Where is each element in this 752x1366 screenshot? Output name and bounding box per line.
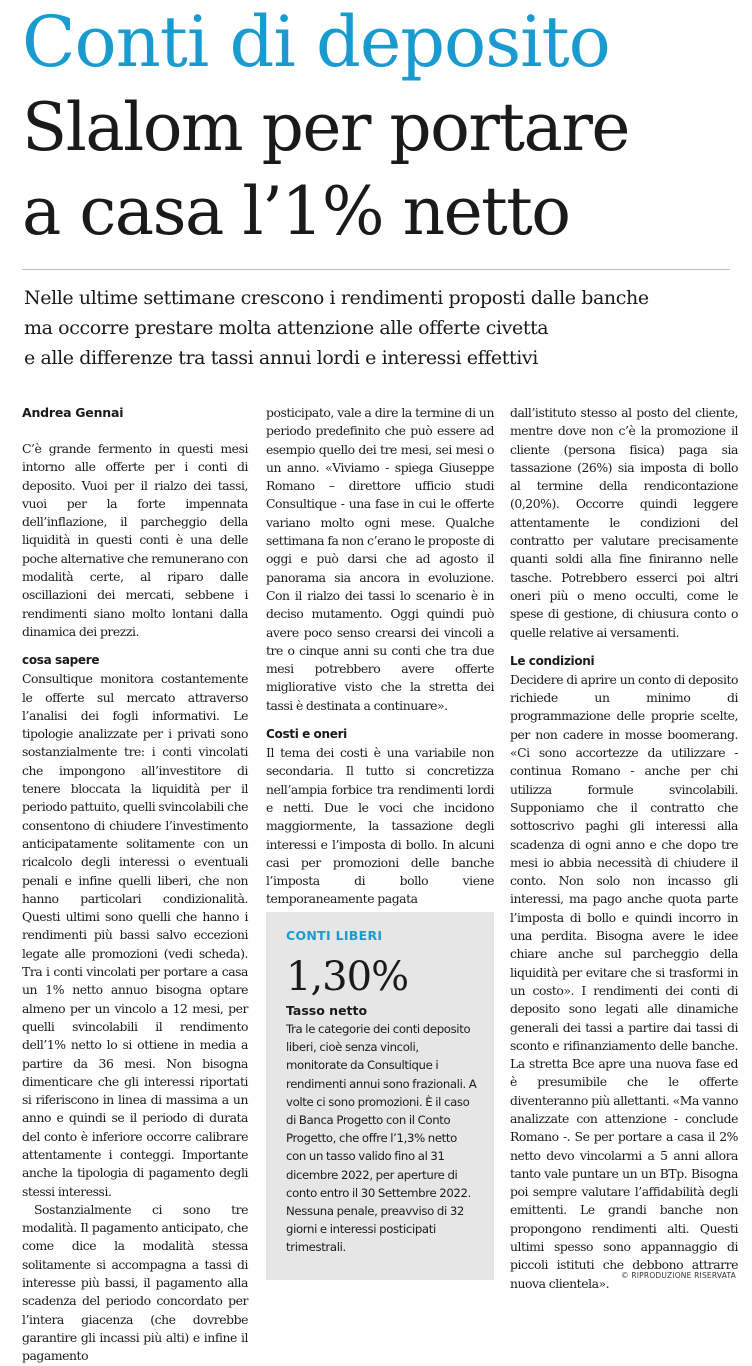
divider [22,269,730,270]
paragraph: Il tema dei costi è una variabile non secondaria. Il tutto si concretizza nell’ampia forbice tra rendimenti lordi e netti. Due le voci che incidono maggiormente, la tassazione degli interessi e l’imposta di bollo. In alcuni casi per promozioni delle banche l’imposta di bollo viene temporaneamente pagata [266,745,494,907]
paragraph: dall’istituto stesso al posto del cliente, mentre dove non c’è la promozione il cliente (persona fisica) paga sia tassazione (26%) sia imposta di bollo al termine della rendicontazione (0,20%). Occorre quindi leggere attentamente le condizioni del contratto per valutare precisamente quanti soldi alla fine finiranno nelle tasche. Potrebbero esserci poi altri oneri più o meno occulti, come le spese di gestione, di chiusura conto o quelle relative ai versamenti. [510,405,738,640]
info-box-conti-liberi [266,912,494,1280]
deck-line: ma occorre prestare molta attenzione alle offerte civetta [24,317,549,339]
deck-line: e alle differenze tra tassi annui lordi e interessi effettivi [24,347,538,369]
paragraph: Consultique monitora costantemente le offerte sul mercato attraverso l’analisi dei fogli informativi. Le tipologie analizzate per i privati sono sostanzialmente tre: i conti vincolati che impongono all’investitore di tenere bloccata la liquidità per il periodo pattuito, quelli svincolabili che consentono di chiudere l’investimento anticipatamente solitamente con un ricalcolo degli interessi o eventuali penali e infine quelli liberi, che non hanno particolari condizionalità. Questi ultimi sono quelli che hanno i rendimenti più bassi salvo eccezioni legate alle promozioni (vedi scheda). Tra i conti vincolati per portare a casa un 1% netto annuo bisogna optare almeno per un vincolo a 12 mesi, per quelli svincolabili il rendimento dell’1% netto lo si ottiene in media a partire da 36 mesi. Non bisogna dimenticare che gli interessi riportati si riferiscono in linea di massima a un anno e quindi se il periodo di durata del conto è inferiore occorre calibrare attentamente i conteggi. Importante anche la tipologia di pagamento degli stessi interessi. [22,671,248,1199]
article-column-2 [266,404,494,909]
deck-subtitle [24,283,649,373]
paragraph: posticipato, vale a dire la termine di un periodo predefinito che può essere ad esempio quello dei tre mesi, sei mesi o un anno. «Viviamo - spiega Giuseppe Romano – direttore ufficio studi Consultique - una fase in cui le offerte variano molto ogni mese. Qualche settimana fa non c’erano le proposte di oggi e può darsi che ad agosto il panorama sia ancora in evoluzione. Con il rialzo dei tassi lo scenario è in deciso mutamento. Oggi quindi può avere poco senso crearsi dei vincoli a tre o cinque anni su conti che tra due mesi potrebbero avere offerte migliorative visto che la stretta dei tassi è destinata a continuare». [266,405,494,713]
article-column-1 [22,404,248,1366]
info-box-text: Tra le categorie dei conti deposito liberi, cioè senza vincoli, monitorate da Consultique i rendimenti annui sono frazionali. A volte ci sono promozioni. È il caso di Banca Progetto con il Conto Progetto, che offre l’1,3% netto con un tasso valido fino al 31 dicembre 2022, per aperture di conto entro il 30 Settembre 2022. Nessuna penale, preavviso di 32 giorni e interessi posticipati trimestrali. [286,1022,477,1255]
author-byline: Andrea Gennai [22,405,124,420]
headline-line: Slalom per portare [22,89,629,166]
info-box-label: Tasso netto [286,1003,368,1018]
headline-line: a casa l’1% netto [22,173,570,250]
article-column-3 [510,404,738,1293]
section-heading: Costi e oneri [266,727,347,742]
headline [22,86,629,254]
section-heading: Le condizioni [510,653,595,668]
paragraph: Sostanzialmente ci sono tre modalità. Il pagamento anticipato, che come dice la modalità stessa solitamente si accompagna a tassi di interesse più bassi, il pagamento alla scadenza del periodo concordato per l’intera giacenza (che dovrebbe garantire gli incassi più alti) e infine il pagamento [22,1201,248,1364]
section-heading: cosa sapere [22,653,100,668]
paragraph: Decidere di aprire un conto di deposito richiede un minimo di programmazione delle proprie scelte, per non cadere in mosse boomerang. «Ci sono accortezze da utilizzare - continua Romano - anche per chi utilizza formule svincolabili. Supponiamo che il contratto che sottoscrivo paghi gli interessi alla scadenza di ogni anno e che dopo tre mesi io abbia necessità di chiudere il conto. Non solo non incasso gli interessi, ma pago anche quota parte l’imposta di bollo e quindi incorro in una perdita. Bisogna avere le idee chiare anche sul parcheggio della liquidità per evitare che si trasformi in un costo». I rendimenti dei conti di deposito sono legati alle dinamiche generali dei tassi a partire dai tassi di sconto e rifinanziamento delle banche. La stretta Bce apre una nuova fase ed è presumibile che le offerte diventeranno più allettanti. «Ma vanno analizzate con attenzione - conclude Romano -. Se per portare a casa il 2% netto devo vincolarmi a 5 anni allora tanto vale puntare un un BTp. Bisogna poi sempre valutare l’affidabilità degli emittenti. Le grandi banche non propongono rendimenti alti. Questi ultimi spesso sono appannaggio di piccoli istituti che debbono attrarre nuova clientela». [510,671,738,1291]
kicker-title: Conti di deposito [22,1,610,83]
paragraph: C’è grande fermento in questi mesi intorno alle offerte per i conti di deposito. Vuoi per il rialzo dei tassi, vuoi per la forte impennata dell’inflazione, il parcheggio della liquidità in questi conti è una delle poche alternative che remunerano con modalità certe, al riparo dalle oscillazioni dei mercati, sebbene i rendimenti siano molto lontani dalla dinamica dei prezzi. [22,441,248,639]
info-box-rate: 1,30% [286,954,409,1000]
info-box-title: CONTI LIBERI [286,928,383,943]
copyright-notice: © RIPRODUZIONE RISERVATA [621,1271,736,1280]
deck-line: Nelle ultime settimane crescono i rendimenti proposti dalle banche [24,287,649,309]
